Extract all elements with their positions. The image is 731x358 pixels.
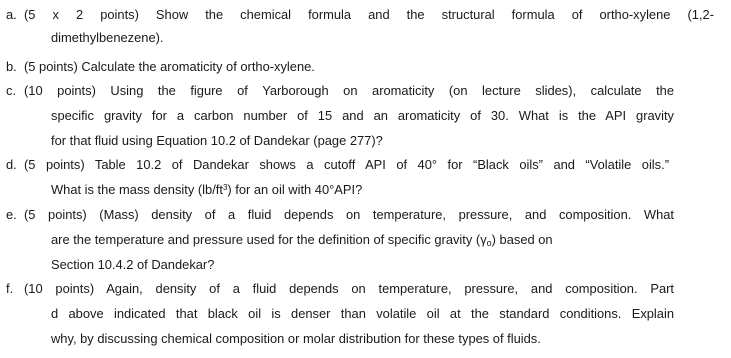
- question-a-marker: a.: [6, 7, 17, 22]
- question-a-line-1: (5 x 2 points) Show the chemical formula and the structural formula of ortho-xylene (1,2-: [24, 7, 714, 22]
- question-e-line-2-tail: ) based on: [491, 232, 553, 247]
- question-a-line-2: dimethylbenezene).: [51, 30, 164, 45]
- question-d-superscript: 3: [222, 183, 228, 192]
- question-e-gamma-subscript: o: [486, 238, 492, 248]
- question-b-marker: b.: [6, 59, 17, 74]
- question-e-line-2-text: are the temperature and pressure used for the definition of specific gravity (γ: [51, 232, 487, 247]
- question-c-line-3: for that fluid using Equation 10.2 of Dandekar (page 277)?: [51, 133, 383, 148]
- question-f-line-3: why, by discussing chemical composition or molar distribution for these types of fluids.: [51, 331, 541, 346]
- question-c-line-2: specific gravity for a carbon number of 15 and an aromaticity of 30. What is the API gravity: [51, 108, 674, 123]
- question-f-line-2: d above indicated that black oil is denser than volatile oil at the standard conditions. Explain: [51, 306, 674, 321]
- question-e-line-1: (5 points) (Mass) density of a fluid depends on temperature, pressure, and composition. What: [24, 207, 674, 222]
- question-e-line-2-main: [51, 231, 553, 250]
- question-c-marker: c.: [6, 83, 17, 98]
- question-e-marker: e.: [6, 207, 17, 222]
- question-d-line-1: (5 points) Table 10.2 of Dandekar shows a cutoff API of 40° for “Black oils” and “Volatile oils.”: [24, 157, 669, 172]
- question-c-line-1: (10 points) Using the figure of Yarborough on aromaticity (on lecture slides), calculate the: [24, 83, 674, 98]
- question-f-marker: f.: [6, 281, 14, 296]
- question-d-line-2: [51, 181, 362, 201]
- question-e-line-3: Section 10.4.2 of Dandekar?: [51, 257, 215, 272]
- question-d-line-2-tail: ) for an oil with 40°API?: [227, 182, 363, 197]
- question-d-marker: d.: [6, 157, 17, 172]
- question-f-line-1: (10 points) Again, density of a fluid depends on temperature, pressure, and composition. Part: [24, 281, 674, 296]
- question-b-line-1: (5 points) Calculate the aromaticity of ortho-xylene.: [24, 59, 315, 74]
- question-e-line-2: [51, 231, 674, 250]
- question-d-line-2-text: What is the mass density (lb/ft: [51, 182, 223, 197]
